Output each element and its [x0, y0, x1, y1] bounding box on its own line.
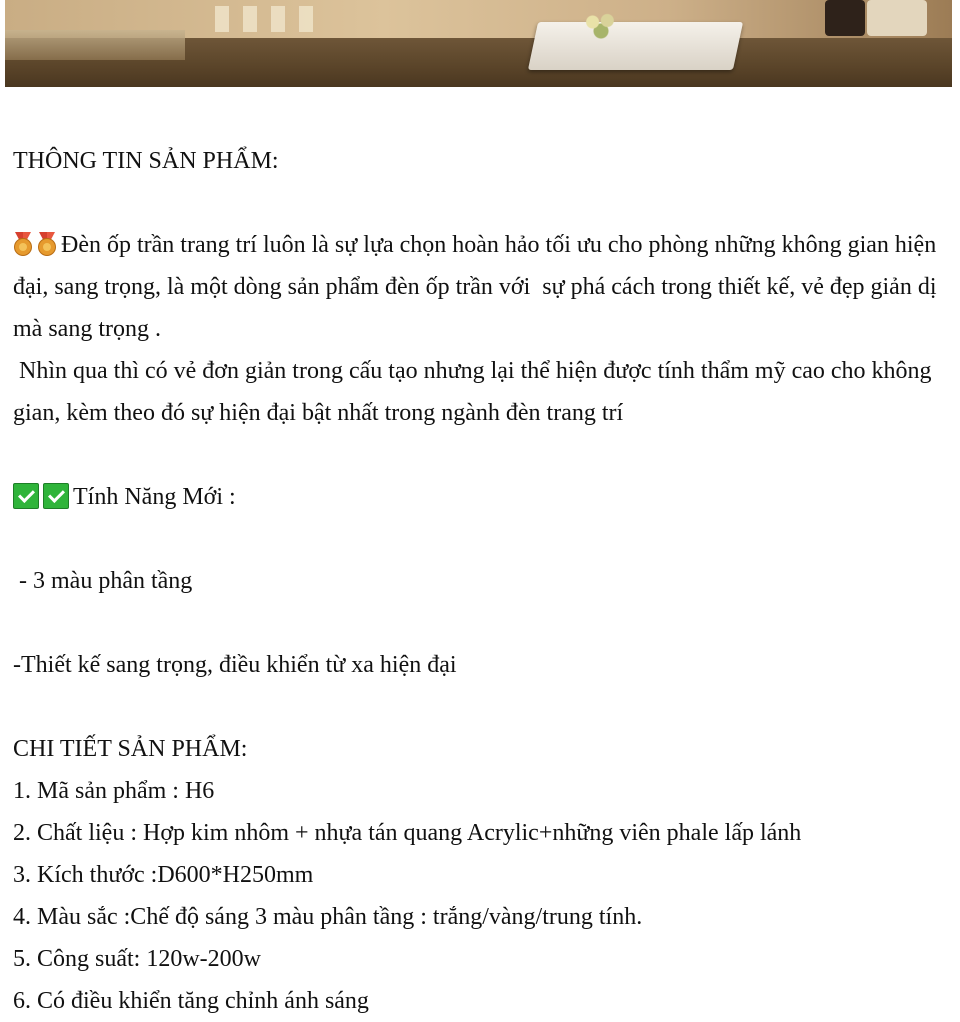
details-list [13, 770, 953, 1022]
detail-item: 1. Mã sản phẩm : H6 [13, 778, 215, 804]
photo-shelf [243, 6, 257, 32]
feature-item: -Thiết kế sang trọng, điều khiển từ xa hiện đại [13, 652, 457, 678]
product-description [13, 140, 953, 1022]
photo-flowers [580, 10, 622, 40]
photo-cushion [5, 30, 185, 60]
photo-shelf [215, 6, 229, 32]
check-icon [13, 483, 39, 509]
photo-shelf [299, 6, 313, 32]
section-heading-info: THÔNG TIN SẢN PHẨM: [13, 148, 279, 174]
detail-item: 4. Màu sắc :Chế độ sáng 3 màu phân tầng : trắng/vàng/trung tính. [13, 904, 643, 930]
detail-item: 5. Công suất: 120w-200w [13, 946, 261, 972]
photo-shelf [271, 6, 285, 32]
intro-paragraph [13, 224, 953, 350]
intro-paragraph-2: Nhìn qua thì có vẻ đơn giản trong cấu tạo nhưng lại thể hiện được tính thẩm mỹ cao cho không gian, kèm theo đó sự hiện đại bật nhất trong ngành đèn trang trí [13, 358, 938, 426]
section-heading-details: CHI TIẾT SẢN PHẨM: [13, 736, 248, 762]
photo-pillow [867, 0, 927, 36]
check-icon [43, 483, 69, 509]
medal-icon [13, 232, 33, 256]
intro-text: Đèn ốp trần trang trí luôn là sự lựa chọn hoàn hảo tối ưu cho phòng những không gian hiện đại, sang trọng, là một dòng sản phẩm đèn ốp trần với sự phá cách trong thiết kế, vẻ đẹp giản dị mà sang trọng . [13, 232, 943, 342]
detail-item: 6. Có điều khiển tăng chỉnh ánh sáng [13, 988, 369, 1014]
features-heading [13, 476, 953, 518]
product-photo [5, 0, 952, 87]
detail-item: 2. Chất liệu : Hợp kim nhôm + nhựa tán quang Acrylic+những viên phale lấp lánh [13, 820, 802, 846]
feature-item: - 3 màu phân tầng [13, 568, 193, 594]
detail-item: 3. Kích thước :D600*H250mm [13, 862, 314, 888]
photo-pillow [825, 0, 865, 36]
features-heading-text: Tính Năng Mới : [73, 484, 236, 510]
photo-tray [528, 22, 743, 70]
medal-icon [37, 232, 57, 256]
